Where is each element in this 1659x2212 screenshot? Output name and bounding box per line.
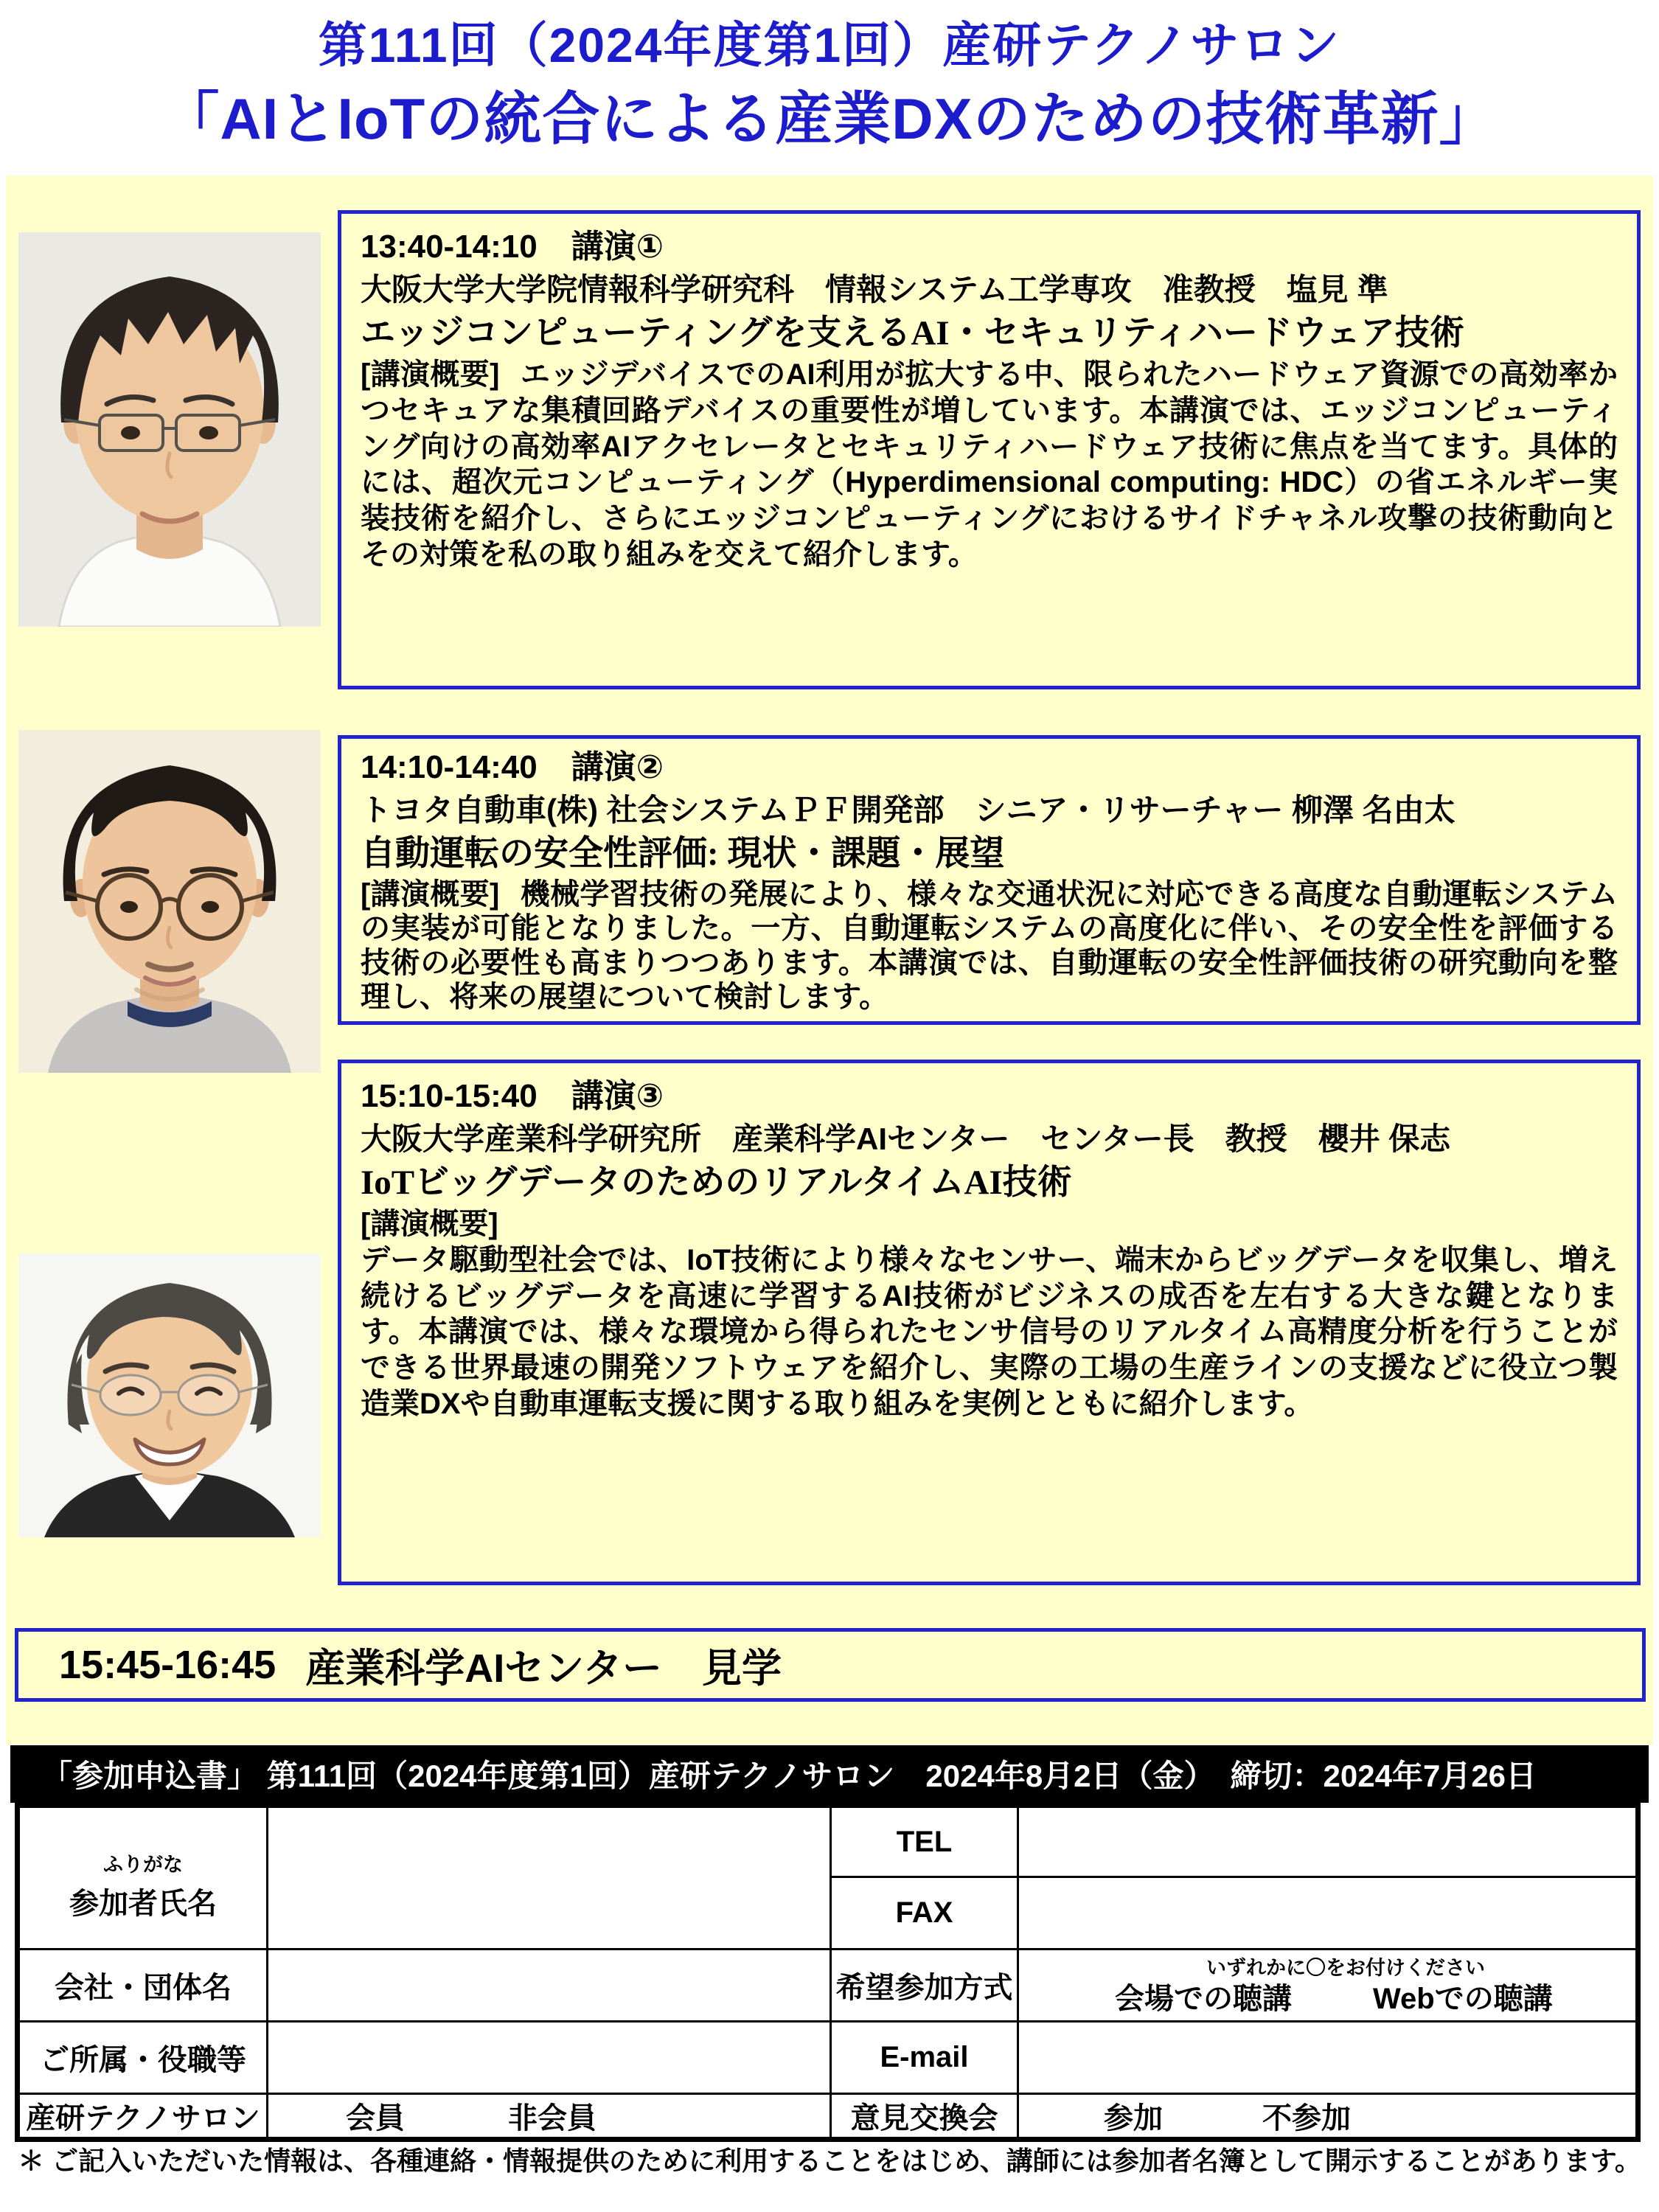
session1-talk-title: エッジコンピューティングを支えるAI・セキュリティハードウェア技術 xyxy=(361,314,1465,352)
participation-method-label: 希望参加方式 xyxy=(831,1950,1018,2022)
salon-membership-options-cell xyxy=(268,2094,831,2140)
fax-label: FAX xyxy=(831,1877,1018,1950)
session1-time-row xyxy=(361,227,1618,267)
session2-affiliation: トヨタ自動車(株) 社会システムＰＦ開発部 シニア・リサーチャー 柳澤 名由太 xyxy=(361,793,1455,827)
session3-time: 15:10-15:40 xyxy=(361,1078,538,1114)
department-input-cell[interactable] xyxy=(268,2022,831,2094)
speaker3-photo xyxy=(18,1253,321,1537)
tel-input-cell[interactable] xyxy=(1018,1806,1638,1877)
exchange-meeting-options-cell xyxy=(1018,2094,1638,2140)
company-label: 会社・団体名 xyxy=(18,1950,268,2022)
department-label: ご所属・役職等 xyxy=(18,2022,268,2094)
option-join[interactable]: 参加 xyxy=(1104,2102,1163,2135)
session3-abstract-label: [講演概要] xyxy=(361,1208,498,1240)
speaker3-portrait-illustration xyxy=(18,1253,321,1537)
membership-options xyxy=(268,2095,830,2137)
session1-label: 講演① xyxy=(571,229,664,265)
privacy-footnote: ＊ ご記入いただいた情報は、各種連絡・情報提供のために利用することをはじめ、講師には参加者名簿として開示することがあります。 xyxy=(18,2146,1641,2176)
exchange-options xyxy=(1019,2095,1635,2137)
session3-abstract-text: データ駆動型社会では、IoT技術により様々なセンサー、端末からビッグデータを収集し、増え続けるビッグデータを高速に学習するAI技術がビジネスの成否を左右する大きな鍵となります。本講演では、様々な環境から得られたセンサ信号のリアルタイム高精度分析を行うことができる世界最速の開発ソフトウェアを紹介し、実際の工場の生産ラインの支援などに役立つ製造業DXや自動車運転支援に関する取り組みを実例とともに紹介します。 xyxy=(361,1243,1618,1420)
page-title-line1: 第111回（2024年度第1回）産研テクノサロン xyxy=(318,18,1341,72)
speaker1-photo xyxy=(18,232,321,627)
fax-input-cell[interactable] xyxy=(1018,1877,1638,1950)
option-member[interactable]: 会員 xyxy=(346,2102,405,2135)
session3-label: 講演③ xyxy=(571,1078,664,1114)
salon-membership-label: 産研テクノサロン xyxy=(18,2094,268,2140)
page-title xyxy=(0,10,1659,158)
application-form-header-bar xyxy=(10,1745,1649,1803)
email-input-cell[interactable] xyxy=(1018,2022,1638,2094)
option-not-join[interactable]: 不参加 xyxy=(1262,2102,1351,2135)
tour-time: 15:45-16:45 xyxy=(59,1643,276,1687)
option-web-listening[interactable]: Webでの聴講 xyxy=(1373,1982,1553,2015)
session1-time: 13:40-14:10 xyxy=(361,229,538,265)
speaker2-portrait-illustration xyxy=(18,730,321,1073)
participant-name-label: 参加者氏名 xyxy=(69,1888,217,1920)
participation-method-options xyxy=(1056,1980,1635,2018)
session1-abstract xyxy=(361,357,1618,573)
company-input-cell[interactable] xyxy=(268,1950,831,2022)
page-title-line2: 「AIとIoTの統合による産業DXのための技術革新」 xyxy=(161,86,1498,151)
option-nonmember[interactable]: 非会員 xyxy=(508,2102,597,2135)
participation-method-note: いずれかに〇をお付けください xyxy=(1206,1956,1485,1979)
tel-label: TEL xyxy=(831,1806,1018,1877)
session2-time: 14:10-14:40 xyxy=(361,749,538,785)
session2-time-row xyxy=(361,748,1618,787)
session1-box xyxy=(338,210,1641,689)
session3-time-row xyxy=(361,1077,1618,1116)
session2-abstract-label: [講演概要] xyxy=(361,878,500,911)
session1-abstract-label: [講演概要] xyxy=(361,358,500,391)
session3-affiliation: 大阪大学産業科学研究所 産業科学AIセンター センター長 教授 櫻井 保志 xyxy=(361,1121,1451,1156)
application-form-table xyxy=(15,1803,1641,2142)
tour-box xyxy=(15,1628,1646,1702)
session2-talk-title: 自動運転の安全性評価: 現状・課題・展望 xyxy=(361,835,1005,873)
email-label: E-mail xyxy=(831,2022,1018,2094)
session3-talk-title: IoTビッグデータのためのリアルタイムAI技術 xyxy=(361,1164,1072,1202)
session3-abstract xyxy=(361,1206,1618,1422)
session1-affiliation: 大阪大学大学院情報科学研究科 情報システム工学専攻 准教授 塩見 準 xyxy=(361,272,1388,307)
exchange-meeting-label: 意見交換会 xyxy=(831,2094,1018,2140)
speaker2-photo xyxy=(18,730,321,1073)
session2-label: 講演② xyxy=(571,749,664,785)
participant-name-input-cell[interactable] xyxy=(268,1806,831,1950)
application-form-header-text: 「参加申込書」 第111回（2024年度第1回）産研テクノサロン 2024年8月2日（金） 締切：2024年7月26日 xyxy=(41,1759,1537,1793)
furigana-label: ふりがな xyxy=(103,1854,183,1876)
session2-box xyxy=(338,735,1641,1025)
session2-abstract xyxy=(361,877,1618,1015)
tour-title: 産業科学AIセンター 見学 xyxy=(305,1646,782,1691)
participant-name-label-cell xyxy=(18,1806,268,1950)
session2-abstract-text: 機械学習技術の発展により、様々な交通状況に対応できる高度な自動運転システムの実装が可能となりました。一方、自動運転システムの高度化に伴い、その安全性を評価する技術の必要性も高まりつつあります。本講演では、自動運転の安全性評価技術の研究動向を整理し、将来の展望について検討します。 xyxy=(361,878,1618,1014)
participation-method-cell xyxy=(1018,1950,1638,2022)
option-venue-listening[interactable]: 会場での聴講 xyxy=(1115,1982,1292,2015)
session1-abstract-text: エッジデバイスでのAI利用が拡大する中、限られたハードウェア資源での高効率かつセキュアな集積回路デバイスの重要性が増しています。本講演では、エッジコンピューティング向けの高効率AIアクセレータとセキュリティハードウェア技術に焦点を当てます。具体的には、超次元コンピューティング（Hyperdimensional computing: HDC）の省エネルギー実装技術を紹介し、さらにエッジコンピューティングにおけるサイドチャネル攻撃の技術動向とその対策を私の取り組みを交えて紹介します。 xyxy=(361,358,1618,571)
speaker1-portrait-illustration xyxy=(18,232,321,627)
session3-box xyxy=(338,1060,1641,1585)
